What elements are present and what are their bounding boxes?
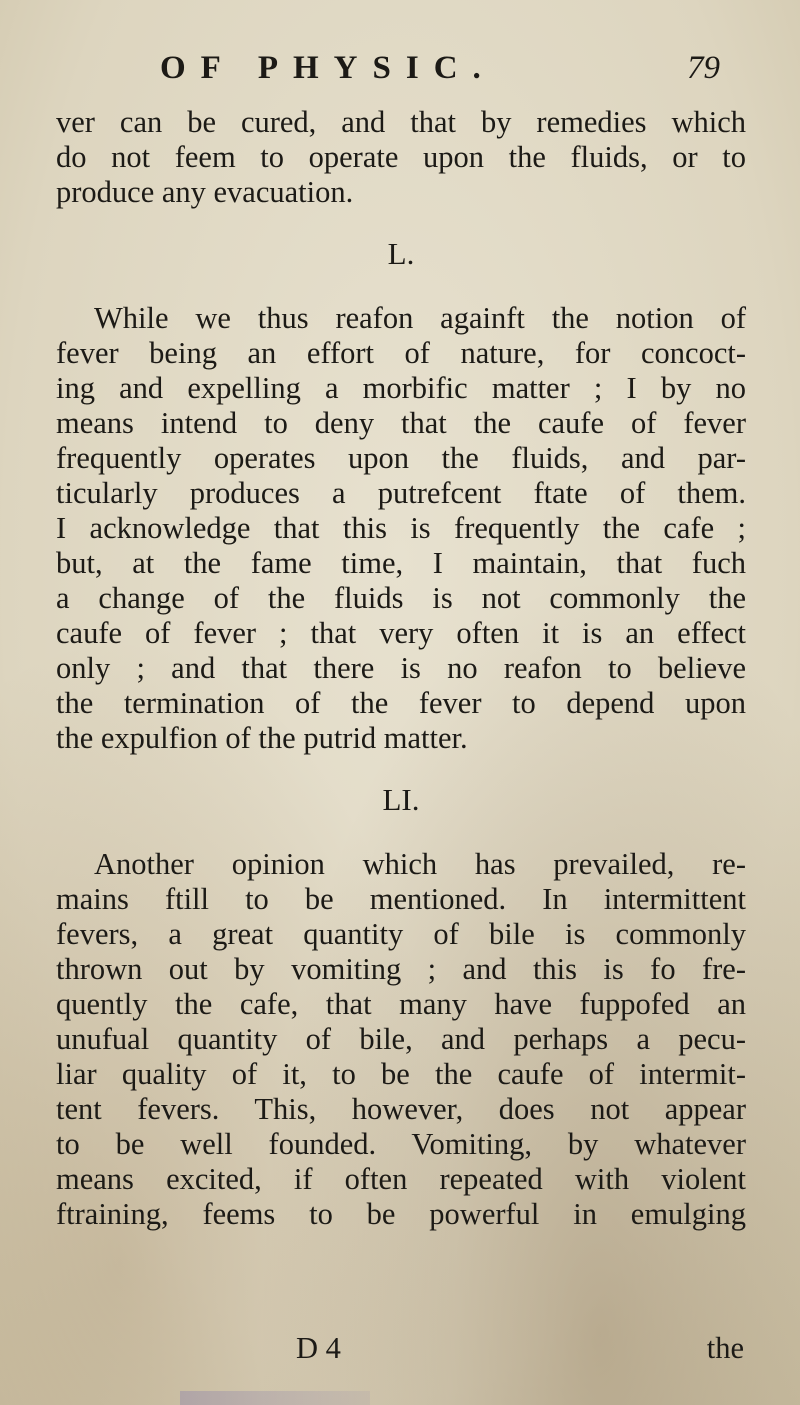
text-line: means intend to deny that the caufe of fever [56, 406, 746, 440]
text-line: thrown out by vomiting ; and this is fo fre- [56, 952, 746, 986]
page-number: 79 [687, 50, 720, 86]
text-line: Another opinion which has prevailed, re- [94, 847, 746, 881]
text-line: unufual quantity of bile, and perhaps a pecu- [56, 1022, 746, 1056]
text-line: but, at the fame time, I maintain, that fuch [56, 546, 746, 580]
text-line: produce any evacuation. [56, 175, 354, 209]
text-line: a change of the fluids is not commonly the [56, 581, 746, 615]
body-text [56, 105, 746, 1232]
text-line: fevers, a great quantity of bile is commonly [56, 917, 746, 951]
continued-paragraph [56, 105, 746, 210]
text-line: ver can be cured, and that by remedies which [56, 105, 746, 139]
catchword: the [706, 1331, 744, 1365]
page-edge-stain [180, 1391, 370, 1405]
text-line: only ; and that there is no reafon to believe [56, 651, 746, 685]
section-l-paragraph [56, 301, 746, 756]
section-li-paragraph [56, 847, 746, 1232]
signature-mark: D 4 [296, 1331, 341, 1365]
text-line: frequently operates upon the fluids, and par- [56, 441, 746, 475]
text-line: mains ftill to be mentioned. In intermittent [56, 882, 746, 916]
text-line: do not feem to operate upon the fluids, or to [56, 140, 746, 174]
text-line: tent fevers. This, however, does not appear [56, 1092, 746, 1126]
text-line: fever being an effort of nature, for concoct- [56, 336, 746, 370]
text-line: While we thus reafon againft the notion of [94, 301, 746, 335]
text-line: liar quality of it, to be the caufe of intermit- [56, 1057, 746, 1091]
running-head [160, 48, 720, 88]
section-number-l: L. [387, 236, 415, 271]
text-line: the expulfion of the putrid matter. [56, 721, 468, 755]
text-line: to be well founded. Vomiting, by whatever [56, 1127, 746, 1161]
text-line: means excited, if often repeated with violent [56, 1162, 746, 1196]
text-line: I acknowledge that this is frequently the cafe ; [56, 511, 746, 545]
text-line: quently the cafe, that many have fuppofed an [56, 987, 746, 1021]
text-line: ticularly produces a putrefcent ftate of them. [56, 476, 746, 510]
text-line: caufe of fever ; that very often it is an effect [56, 616, 746, 650]
text-line: ftraining, feems to be powerful in emulging [56, 1197, 746, 1231]
text-line: ing and expelling a morbific matter ; I by no [56, 371, 746, 405]
text-line: the termination of the fever to depend upon [56, 686, 746, 720]
section-number-li: LI. [382, 782, 420, 817]
running-title: OF PHYSIC. [160, 50, 496, 86]
page-footer [56, 1330, 746, 1366]
